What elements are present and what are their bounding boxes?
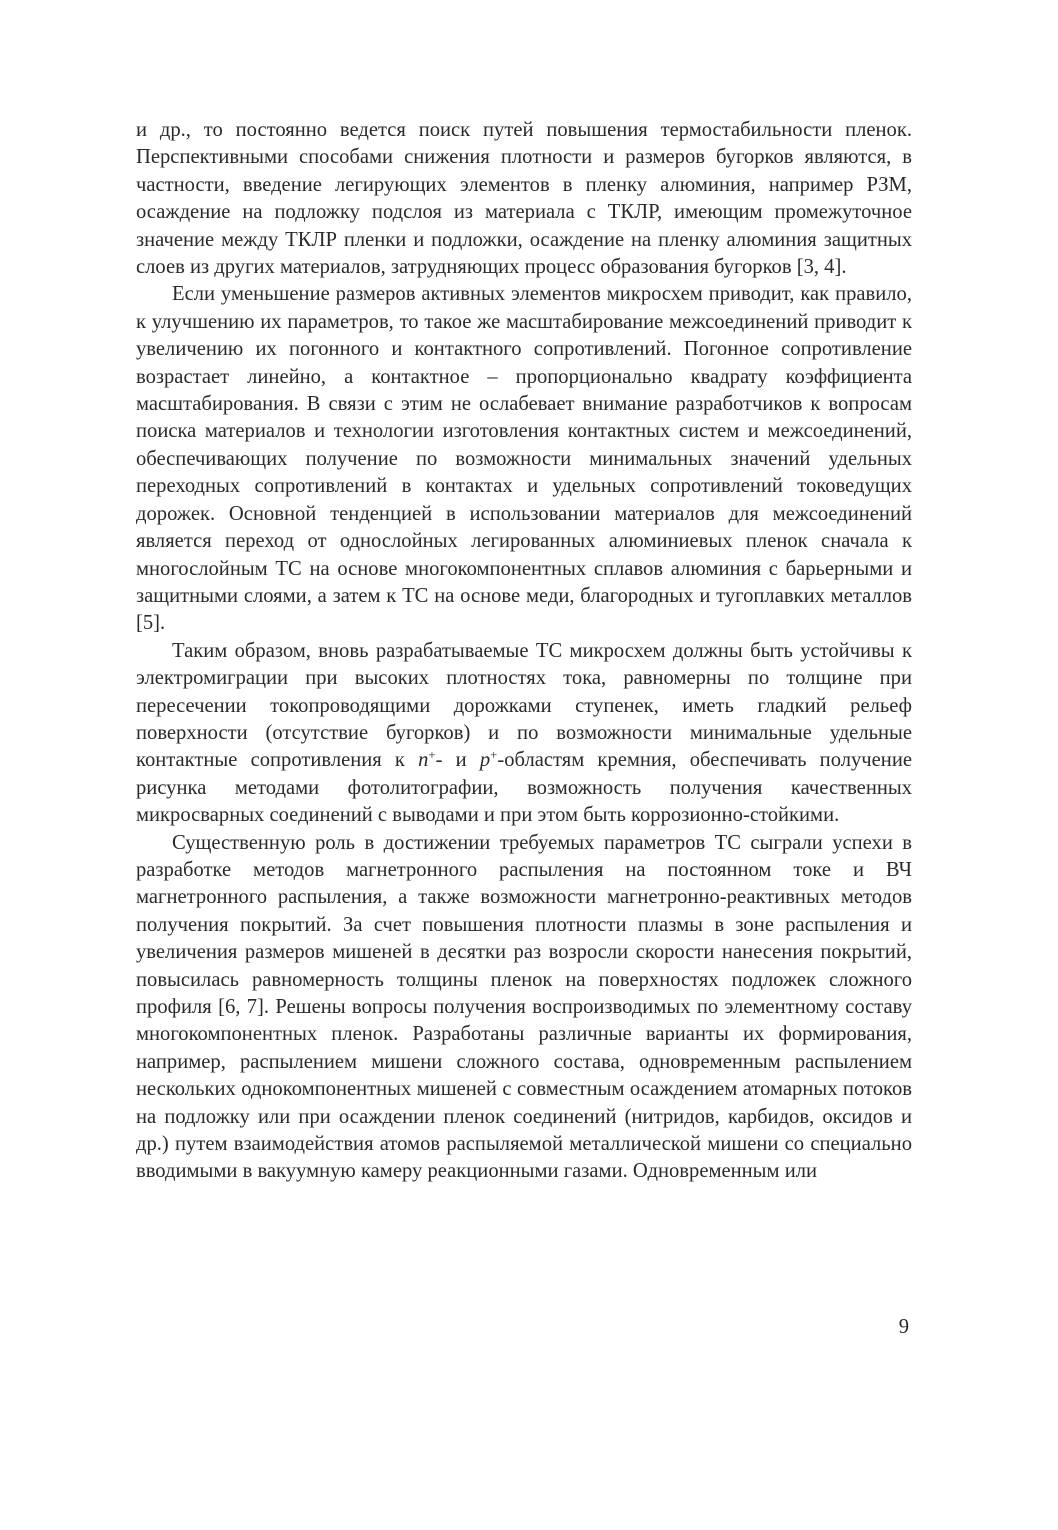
page-number: 9 bbox=[898, 1316, 909, 1338]
paragraph-3-text-before: Таким образом, вновь разрабатываемые ТС микросхем должны быть устойчивы к электромиграции при высоких плотностях тока, равномерны по толщине при пересечении токопроводящими дорожками ступенек, иметь гладкий рельеф поверхности (отсутствие бугорков) и по возможности минимальные удельные контактные сопротивления к bbox=[136, 639, 912, 772]
paragraph-3 bbox=[136, 638, 912, 830]
paragraph-1: и др., то постоянно ведется поиск путей повышения термостабильности пленок. Перспективными способами снижения плотности и размеров бугорков являются, в частности, введение легирующих элементов в пленку алюминия, например РЗМ, осаждение на подложку подслоя из материала с ТКЛР, имеющим промежуточное значение между ТКЛР пленки и подложки, осаждение на пленку алюминия защитных слоев из других материалов, затрудняющих процесс образования бугорков [3, 4]. bbox=[136, 119, 912, 279]
p-superscript: + bbox=[490, 748, 498, 763]
page-body bbox=[136, 117, 912, 1186]
n-superscript: + bbox=[428, 748, 436, 763]
paragraph-2: Если уменьшение размеров активных элементов микросхем приводит, как правило, к улучшению их параметров, то такое же масштабирование межсоединений приводит к увеличению их погонного и контактного сопротивлений. Погонное сопротивление возрастает линейно, а контактное – пропорционально квадрату коэффициента масштабирования. В связи с этим не ослабевает внимание разработчиков к вопросам поиска материалов и технологии изготовления контактных систем и межсоединений, обеспечивающих получение по возможности минимальных значений удельных переходных сопротивлений в контактах и удельных сопротивлений токоведущих дорожек. Основной тенденцией в использовании материалов для межсоединений является переход от однослойных легированных алюминиевых пленок сначала к многослойным ТС на основе многокомпонентных сплавов алюминия с барьерными и защитными слоями, а затем к ТС на основе меди, благородных и тугоплавких металлов [5]. bbox=[136, 283, 912, 635]
paragraph-4: Существенную роль в достижении требуемых параметров ТС сыграли успехи в разработке методов магнетронного распыления на постоянном токе и ВЧ магнетронного распыления, а также возможности магнетронно-реактивных методов получения покрытий. За счет повышения плотности плазмы в зоне распыления и увеличения размеров мишеней в десятки раз возросли скорости нанесения покрытий, повысилась равномерность толщины пленок на поверхностях подложек сложного профиля [6, 7]. Решены вопросы получения воспроизводимых по элементному составу многокомпонентных пленок. Разработаны различные варианты их формирования, например, распылением мишени сложного состава, одновременным распылением нескольких однокомпонентных мишеней с совместным осаждением атомарных потоков на подложку или при осаждении пленок соединений (нитридов, карбидов, оксидов и др.) путем взаимодействия атомов распыляемой металлической мишени со специально вводимыми в вакуумную камеру реакционными газами. Одновременным или bbox=[136, 831, 912, 1183]
n-variable: n bbox=[418, 749, 429, 772]
paragraph-3-text-after: -областям кремния, обеспечивать получение рисунка методами фотолитографии, возможность получения качественных микросварных соединений с выводами и при этом быть коррозионно-стойкими. bbox=[136, 749, 912, 827]
p-variable: p bbox=[479, 749, 491, 772]
paragraph-3-text-between: - и bbox=[435, 749, 480, 772]
